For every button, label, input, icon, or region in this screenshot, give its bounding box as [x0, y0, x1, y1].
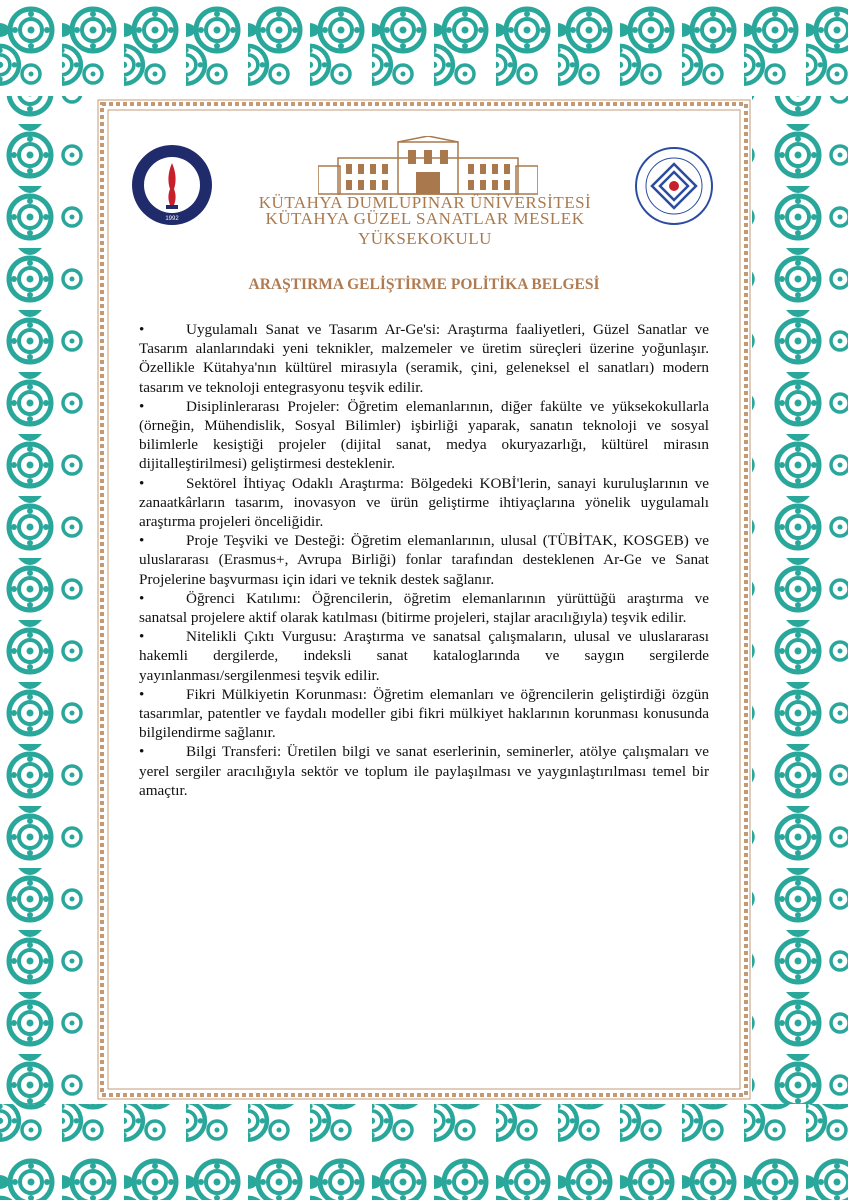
list-item — [139, 397, 709, 474]
list-item-text: Disiplinlerarası Projeler: Öğretim elemanlarının, diğer fakülte ve yüksekokullarla (örneğin, Mühendislik, Sosyal Bilimler) işbirliği yaparak, sanatın teknoloji ve sosyal bilimlerle kesiştiği projeler (dijital sanat, medya okuryazarlığı, kültürel mirasın dijitalleştirilmesi) geliştirmesi desteklenir. — [139, 397, 709, 473]
document-title: ARAŞTIRMA GELİŞTİRME POLİTİKA BELGESİ — [248, 276, 600, 293]
bullet-icon: • — [139, 628, 145, 646]
list-item — [139, 531, 709, 589]
university-seal-logo — [130, 143, 214, 227]
policy-list — [139, 320, 709, 800]
list-item — [139, 685, 709, 743]
bullet-icon: • — [139, 685, 145, 703]
list-item — [139, 474, 709, 532]
list-item-text: Sektörel İhtiyaç Odaklı Araştırma: Bölgedeki KOBİ'lerin, sanayi kuruluşlarının ve zanaatkârların tasarım, inovasyon ve ürün geliştirme ihtiyaçlarına yönelik uygulamalı araştırma projeleri önceliğidir. — [139, 474, 709, 531]
list-item — [139, 742, 709, 800]
list-item-text: Öğrenci Katılımı: Öğrencilerin, öğretim elemanlarının yürüttüğü araştırma ve sanatsal projelere aktif olarak katılması (bitirme projeleri, stajlar aracılığıyla) teşvik edilir. — [139, 589, 709, 627]
list-item-text: Bilgi Transferi: Üretilen bilgi ve sanat eserlerinin, seminerler, atölye çalışmaları ve yerel sergiler aracılığıyla sektör ve toplum ile paylaşılması ve yaygınlaştırılması temel bir amaçtır. — [139, 743, 709, 799]
bullet-icon: • — [139, 474, 145, 492]
university-name: KÜTAHYA DUMLUPINAR ÜNİVERSİTESİ — [258, 193, 592, 212]
list-item-text: Nitelikli Çıktı Vurgusu: Araştırma ve sanatsal çalışmaların, ulusal ve uluslararası hakemli dergilerde, indeksli sanat kataloglarında ve saygın sergilerde yayınlanması/sergilenmesi teşvik edilir. — [139, 628, 709, 684]
bullet-icon: • — [139, 321, 145, 338]
list-item — [139, 320, 709, 397]
list-item — [139, 627, 709, 685]
bullet-icon: • — [139, 589, 145, 607]
building-illustration — [318, 136, 538, 198]
bullet-icon: • — [139, 743, 145, 761]
list-item-text: Uygulamalı Sanat ve Tasarım Ar-Ge'si: Araştırma faaliyetleri, Güzel Sanatlar ve Tasarım alanlarındaki yeni teknikler, malzemeler ve üretim süreçleri üzerine yoğunlaşır. Özellikle Kütahya'nın kültürel mirasıyla (seramik, çini, geleneksel el sanatları) modern tasarım ve teknoloji entegrasyonu teşvik edilir. — [139, 321, 709, 396]
list-item-text: Fikri Mülkiyetin Korunması: Öğretim elemanları ve öğrencilerin geliştirdiği özgün tasarımlar, patentler ve faydalı modeller gibi fikri mülkiyet haklarının korunması konusunda bilgilendirme sağlanır. — [139, 685, 709, 742]
list-item-text: Proje Teşviki ve Desteği: Öğretim elemanlarının, ulusal (TÜBİTAK, KOSGEB) ve uluslararası (Erasmus+, Avrupa Birliği) fonlar tarafından desteklenen Ar-Ge ve Sanat Projelerine başvurması için idari ve teknik destek sağlanır. — [139, 532, 709, 588]
school-emblem-logo — [634, 146, 714, 226]
bullet-icon: • — [139, 532, 145, 550]
bullet-icon: • — [139, 397, 145, 415]
school-name: KÜTAHYA GÜZEL SANATLAR MESLEK YÜKSEKOKULU — [265, 209, 585, 248]
list-item — [139, 589, 709, 627]
seal-year: 1992 — [165, 216, 179, 222]
